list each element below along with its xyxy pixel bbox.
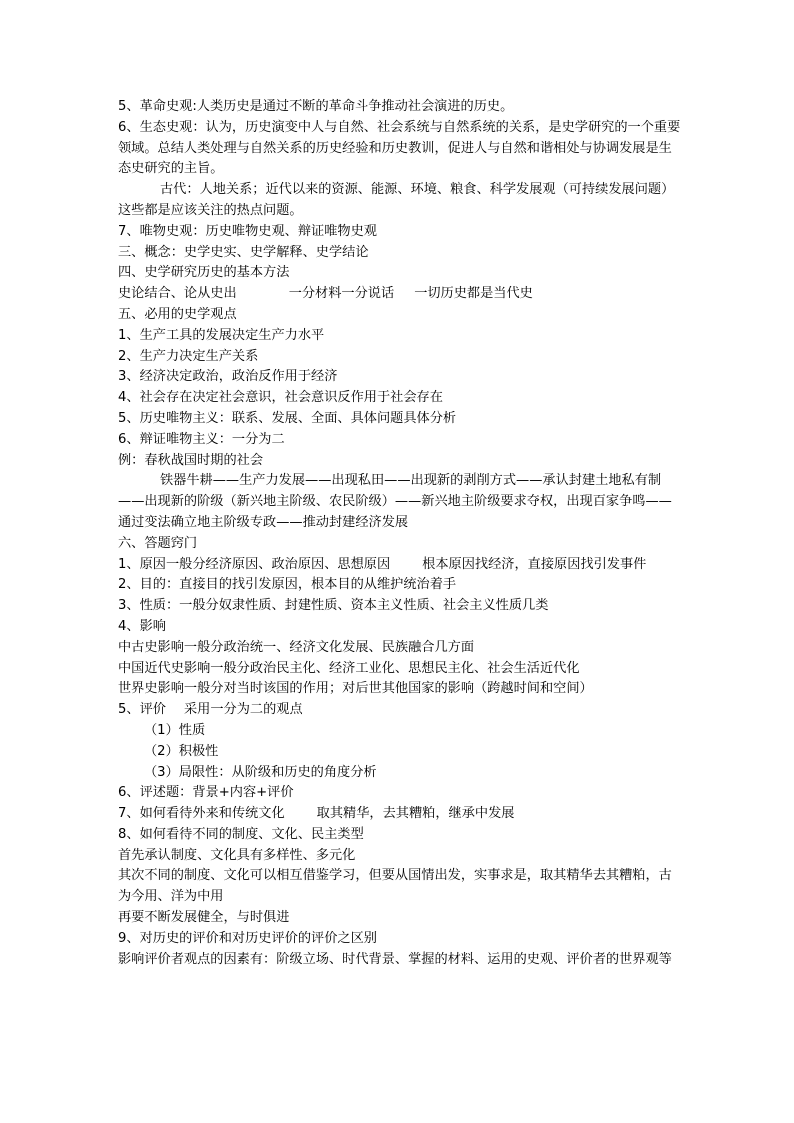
evaluate-item-1: （1）性质 [144,722,206,738]
section-end-first: 首先承认制度、文化具有多样性、多元化 [118,847,356,863]
section-end-factors: 影响评价者观点的因素有：阶级立场、时代背景、掌握的材料、运用的史观、评价者的世界观等 [118,951,672,967]
line-concepts: 三、概念：史学史实、史学解释、史学结论 [118,244,369,260]
section-end-item-9: 9、对历史的评价和对历史评价的评价之区别 [118,930,377,946]
section-end-third: 再要不断发展健全，与时俱进 [118,910,290,926]
evaluate-line [118,700,684,721]
evaluate-item-2: （2）积极性 [144,743,219,759]
section6-item-influence: 4、影响 [118,618,166,634]
line-methods [118,284,684,305]
review-line: 6、评述题：背景+内容+评价 [118,785,294,801]
line-ecology-view: 6、生态史观：认为，历史演变中人与自然、社会系统与自然系统的关系，是史学研究的一个重要领域。总结人类处理与自然关系的历史经验和历史教训，促进人与自然和谐相处与协调发展是生态史研究的主旨。 [118,119,681,177]
section5-item-2: 2、生产力决定生产关系 [118,348,259,364]
section-end-second: 其次不同的制度、文化可以相互借鉴学习，但要从国情出发，实事求是，取其精华去其糟粕，古为今用、洋为中用 [118,868,672,905]
evaluate-item-3: （3）局限性：从阶级和历史的角度分析 [144,764,377,780]
section6-item-purpose: 2、目的：直接目的找引发原因，根本目的从维护统治着手 [118,577,457,593]
evaluate-a: 5、评价 [118,702,166,718]
method-a: 史论结合、论从史出 [118,286,237,302]
section6-heading: 六、答题窍门 [118,535,198,551]
culture-b: 取其精华，去其糟粕，继承中发展 [316,806,515,822]
evaluate-b: 采用一分为二的观点 [183,702,303,718]
line-methods-heading: 四、史学研究历史的基本方法 [118,265,290,281]
section5-item-4: 4、社会存在决定社会意识，社会意识反作用于社会存在 [118,390,443,406]
example-paragraph: 铁器牛耕——生产力发展——出现私田——出现新的剥削方式——承认封建土地私有制——出现新的阶级（新兴地主阶级、农民阶级）——新兴地主阶级要求夺权，出现百家争鸣——通过变法确立地主阶级专政——推动封建经济发展 [118,473,672,530]
section5-heading: 五、必用的史学观点 [118,306,237,322]
line-ancient-modern: 古代：人地关系；近代以来的资源、能源、环境、粮食、科学发展观（可持续发展问题）这些都是应该关注的热点问题。 [118,182,675,218]
reason-b: 根本原因找经济，直接原因找引发事件 [422,556,647,572]
method-c: 一切历史都是当代史 [414,286,533,302]
reason-line [118,555,684,576]
document-page [118,97,684,970]
culture-line [118,804,684,825]
reason-a: 1、原因一般分经济原因、政治原因、思想原因 [118,556,391,572]
section5-item-1: 1、生产工具的发展决定生产力水平 [118,327,325,343]
section5-item-6: 6、辩证唯物主义：一分为二 [118,431,285,447]
method-b: 一分材料一分说话 [288,286,395,302]
section5-item-3: 3、经济决定政治，政治反作用于经济 [118,369,338,385]
culture-a: 7、如何看待外来和传统文化 [118,806,285,822]
line-materialism-view: 7、唯物史观：历史唯物史观、辩证唯物史观 [118,223,377,239]
line-revolution-view: 5、革命史观:人类历史是通过不断的革命斗争推动社会演进的历史。 [118,99,514,114]
influence-ancient: 中古史影响一般分政治统一、经济文化发展、民族融合几方面 [118,639,475,655]
influence-modern-china: 中国近代史影响一般分政治民主化、经济工业化、思想民主化、社会生活近代化 [118,660,580,676]
influence-world: 世界史影响一般分对当时该国的作用；对后世其他国家的影响（跨越时间和空间） [118,681,593,697]
section6-item-nature: 3、性质：一般分奴隶性质、封建性质、资本主义性质、社会主义性质几类 [118,598,549,614]
section5-item-5: 5、历史唯物主义：联系、发展、全面、具体问题具体分析 [118,410,457,426]
section-end-item-8: 8、如何看待不同的制度、文化、民主类型 [118,826,364,842]
section5-example-heading: 例：春秋战国时期的社会 [118,452,264,468]
